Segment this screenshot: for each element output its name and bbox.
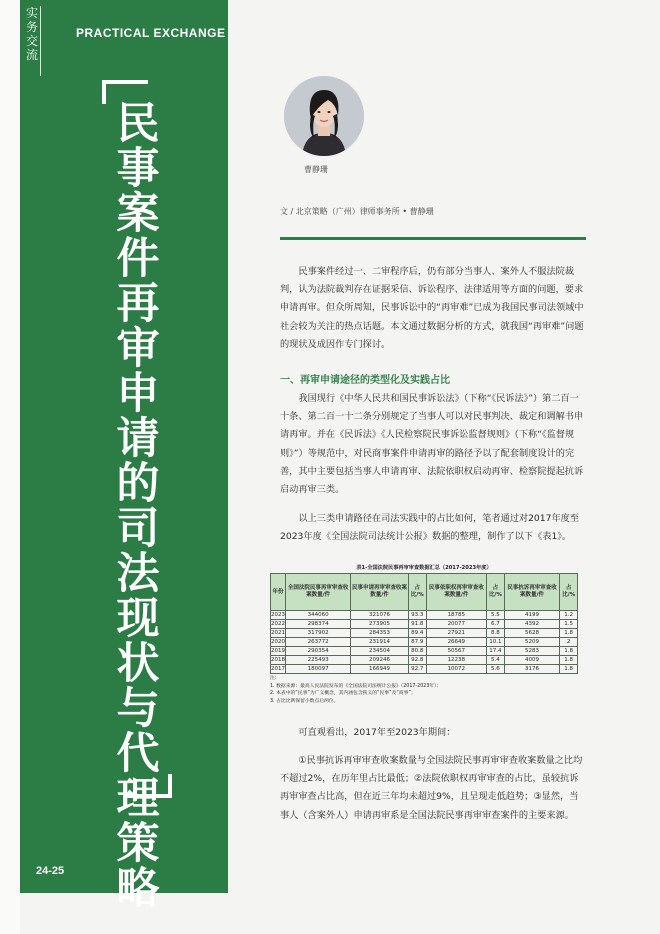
table-row [271, 656, 578, 665]
body-paragraph-4: 可直观看出，2017年至2023年期间： [298, 727, 456, 738]
page-numbers: 24-25 [36, 865, 65, 877]
table-cell: 26649 [426, 638, 486, 647]
intro-paragraph: 民事案件经过一、二审程序后，仍有部分当事人、案外人不服法院裁判，认为法院裁判存在证据采信、诉讼程序、法律适用等方面的问题，要求申请再审。但众所周知，民事诉讼中的“再审难”已成为我国民事司法领域中社会较为关注的热点话题。本文通过数据分析的方式，就我国“再审难”问题的现状及成因作专门探讨。 [280, 266, 584, 350]
table-cell: 92.8 [408, 656, 426, 665]
table-cell: 5.6 [486, 665, 504, 674]
table-cell: 50567 [426, 647, 486, 656]
table-cell: 2022 [271, 620, 285, 627]
portrait-illustration [284, 76, 364, 156]
table-cell: 1.8 [560, 656, 578, 665]
body-paragraph-3: 以上三类申请路径在司法实践中的占比如何，笔者通过对2017年度至2023年度《全国法院司法统计公报》数据的整理，制作了以下《表1》。 [280, 513, 580, 543]
table-cell: 225493 [286, 656, 351, 665]
table-header-cell: 民事抗诉再审审查收案数量/件 [504, 574, 559, 611]
table-cell: 231914 [351, 638, 409, 647]
body-paragraph-5: ①民事抗诉再审审查收案数量与全国法院民事再审审查收案数量之比均不超过2%，在历年里占比最低；②法院依职权再审审查的占比，虽较抗诉再审审查占比高，但在近三年均未超过9%，且呈现走低趋势；③显然，当事人（含案外人）申请再审系是全国法院民事再审审查案件的主要来源。 [280, 755, 583, 821]
table-cell: 317902 [286, 629, 351, 638]
table-cell: 1.8 [560, 629, 578, 638]
table-note: 2. 本表中的“民事”为广义概念，其内涵包含狭义的“民事”及“商事”； [270, 691, 416, 696]
table-cell: 2021 [271, 629, 285, 636]
table-cell: 87.9 [408, 638, 426, 647]
table-row [271, 638, 578, 647]
table-cell: 5283 [504, 647, 559, 656]
table-header-row [271, 574, 578, 611]
table-cell: 290354 [286, 647, 351, 656]
table-header-cell: 占比/% [408, 574, 426, 611]
page-gutter [0, 0, 20, 934]
table-header-cell: 占比/% [560, 574, 578, 611]
section-english-label: PRACTICAL EXCHANGE [76, 26, 226, 40]
table-cell: 263772 [286, 638, 351, 647]
table-title: 表1-全国法院民事再审审查数据汇总（2017-2023年度） [356, 565, 492, 571]
table-cell: 89.4 [408, 629, 426, 638]
table-row [271, 620, 578, 629]
table-cell: 1.8 [560, 647, 578, 656]
table-cell: 1.5 [560, 620, 578, 629]
table-cell: 80.8 [408, 647, 426, 656]
section-heading-1: 一、再审申请途径的类型化及实践占比 [280, 375, 450, 386]
table-cell: 91.8 [408, 620, 426, 629]
table-cell: 10072 [426, 665, 486, 674]
author-caption: 曹静珊 [304, 165, 328, 174]
table-cell: 321076 [351, 611, 409, 620]
table-note: 1. 数据来源：最高人民法院发布的《全国法院司法统计公报》（2017-2023年）； [270, 683, 442, 689]
table-cell: 344060 [286, 611, 351, 620]
section-tag: 实 务 交 流 [24, 6, 41, 76]
article-title: 民 事 案 件 再 审 申 请 的 司 法 现 状 与 代 理 策 略 [116, 99, 160, 914]
table-header-cell: 占比/% [486, 574, 504, 611]
table-header-cell: 全国法院民事再审审查收案数量/件 [286, 574, 351, 611]
table-cell: 209246 [351, 656, 409, 665]
table-row [271, 647, 578, 656]
table-cell: 6.7 [486, 620, 504, 629]
table-cell: 2023 [271, 611, 285, 618]
table-row [271, 665, 578, 674]
table-cell: 93.3 [408, 611, 426, 620]
table-cell: 92.7 [408, 665, 426, 674]
table-cell: 2 [560, 638, 578, 647]
table-cell: 27921 [426, 629, 486, 638]
table-header-cell: 民事依职权再审审查收案数量/件 [426, 574, 486, 611]
table-cell: 2017 [271, 665, 285, 672]
table-note: 3. 占比比例保留小数点后两位。 [270, 698, 339, 704]
table-cell: 5209 [504, 638, 559, 647]
table-cell: 4392 [504, 620, 559, 629]
table-cell: 234504 [351, 647, 409, 656]
table-cell: 1.2 [560, 611, 578, 620]
table-cell: 12238 [426, 656, 486, 665]
byline: 文 / 北京策略（广州）律师事务所 • 曹静珊 [280, 207, 434, 216]
table-cell: 17.4 [486, 647, 504, 656]
table-cell: 5628 [504, 629, 559, 638]
table-cell: 180097 [286, 665, 351, 674]
table-cell: 2019 [271, 647, 285, 654]
table-cell: 10.1 [486, 638, 504, 647]
table-cell: 284353 [351, 629, 409, 638]
table-cell: 1.8 [560, 665, 578, 674]
table-cell: 2018 [271, 656, 285, 663]
table-cell: 5.4 [486, 656, 504, 665]
divider-rule [280, 237, 586, 240]
author-photo [284, 76, 364, 156]
table-cell: 3176 [504, 665, 559, 674]
table-header-cell: 民事申请再审审查收案数量/件 [351, 574, 409, 611]
table-cell: 20077 [426, 620, 486, 629]
table-note: 注： [270, 676, 280, 681]
table-cell: 8.8 [486, 629, 504, 638]
table-cell: 298374 [286, 620, 351, 629]
table-cell: 166949 [351, 665, 409, 674]
table-cell: 273905 [351, 620, 409, 629]
table-cell: 18785 [426, 611, 486, 620]
table-notes [270, 675, 578, 705]
title-bracket-close [126, 774, 172, 798]
table-row [271, 611, 578, 620]
data-table-1 [270, 564, 578, 712]
table-cell: 4009 [504, 656, 559, 665]
body-paragraph-2: 我国现行《中华人民共和国民事诉讼法》（下称“《民诉法》”）第二百一十条、第二百一十二条分别规定了当事人可以对民事判决、裁定和调解书申请再审。并在《民诉法》《人民检察院民事诉讼监督规则》（下称“《监督规则》”）等规范中，对民商事案件申请再审的路径予以了配套制度设计的完善，其中主要包括当事人申请再审、法院依职权启动再审、检察院提起抗诉启动再审三类。 [280, 393, 584, 496]
table-cell: 4199 [504, 611, 559, 620]
table-row [271, 629, 578, 638]
table-header-cell: 年份 [271, 574, 286, 611]
table-cell: 2020 [271, 638, 285, 645]
table-grid [270, 573, 578, 674]
table-cell: 5.5 [486, 611, 504, 620]
